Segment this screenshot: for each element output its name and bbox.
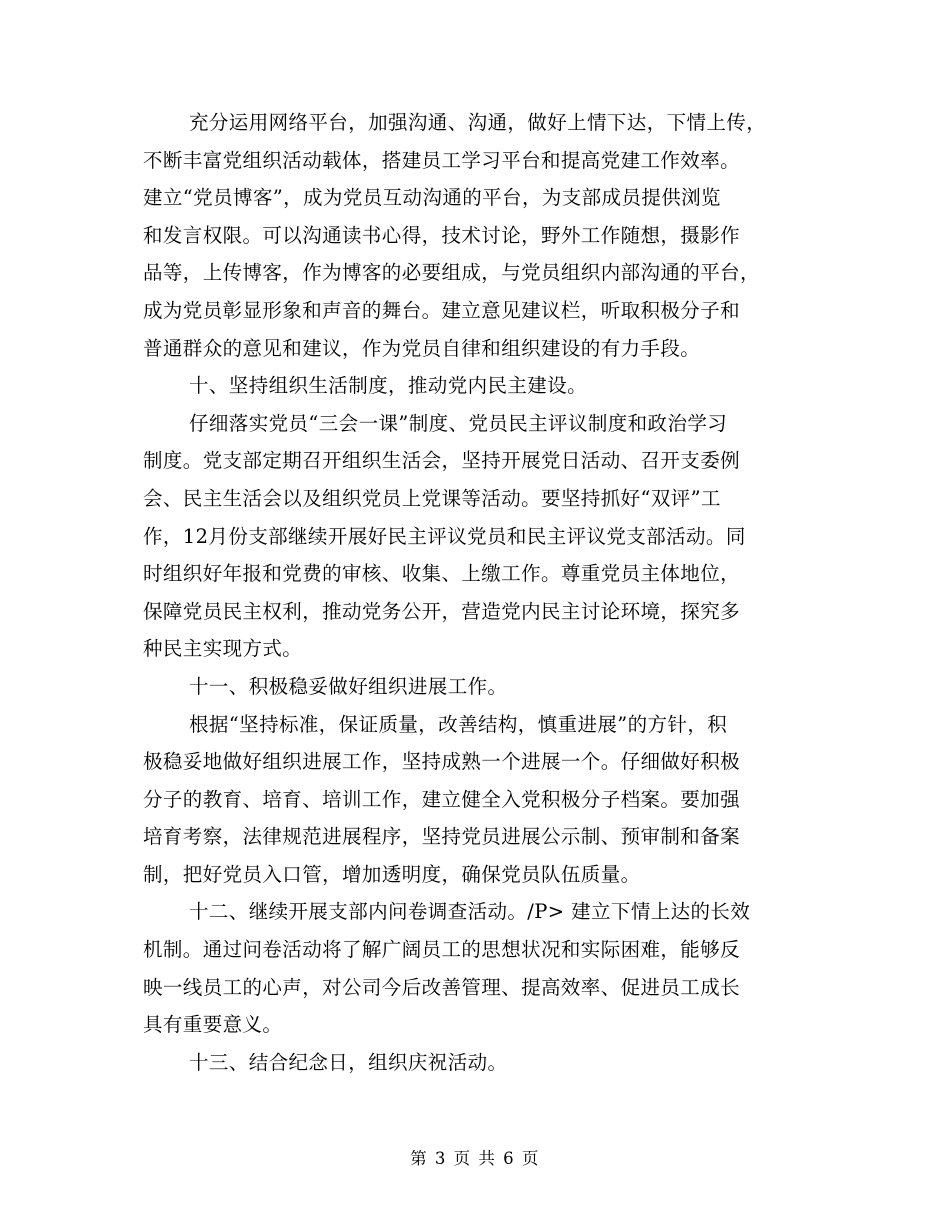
text-line: 保障党员民主权利，推动党务公开，营造党内民主讨论环境，探究多 bbox=[143, 599, 741, 623]
text-line: 培育考察，法律规范进展程序，坚持党员进展公示制、预审制和备案 bbox=[143, 825, 741, 849]
text-line: 和发言权限。可以沟通读书心得，技术讨论，野外工作随想，摄影作 bbox=[143, 223, 741, 247]
text-line: 建立“党员博客”，成为党员互动沟通的平台，为支部成员提供浏览 bbox=[143, 186, 721, 210]
section-heading: 十、坚持组织生活制度，推动党内民主建设。 bbox=[189, 374, 588, 398]
text-line: 成为党员彰显形象和声音的舞台。建立意见建议栏，听取积极分子和 bbox=[143, 298, 741, 322]
page-number-footer: 第 3 页 共 6 页 bbox=[410, 1149, 540, 1168]
text-line: 仔细落实党员“三会一课”制度、党员民主评议制度和政治学习 bbox=[189, 411, 728, 435]
text-line: 作，12月份支部继续开展好民主评议党员和民主评议党支部活动。同 bbox=[143, 524, 746, 548]
text-line: 普通群众的意见和建议，作为党员自律和组织建设的有力手段。 bbox=[143, 336, 701, 360]
text-line: 映一线员工的心声，对公司今后改善管理、提高效率、促进员工成长 bbox=[143, 975, 741, 999]
document-body bbox=[143, 104, 811, 1081]
text-line: 充分运用网络平台，加强沟通、沟通，做好上情下达，下情上传， bbox=[189, 111, 767, 134]
text-line: 分子的教育、培育、培训工作，建立健全入党积极分子档案。要加强 bbox=[143, 787, 741, 811]
text-line: 具有重要意义。 bbox=[143, 1013, 283, 1037]
text-line: 根据“坚持标准，保证质量，改善结构，慎重进展”的方针，积 bbox=[189, 712, 728, 736]
text-line: 机制。通过问卷活动将了解广阔员工的思想状况和实际困难，能够反 bbox=[143, 938, 741, 962]
text-line: 极稳妥地做好组织进展工作，坚持成熟一个进展一个。仔细做好积极 bbox=[143, 750, 741, 774]
text-line: 种民主实现方式。 bbox=[143, 637, 303, 661]
section-heading: 十三、结合纪念日，组织庆祝活动。 bbox=[189, 1050, 508, 1074]
section-heading: 十一、积极稳妥做好组织进展工作。 bbox=[189, 674, 508, 698]
text-line: 不断丰富党组织活动载体，搭建员工学习平台和提高党建工作效率。 bbox=[143, 148, 741, 172]
section-heading: 十二、继续开展支部内问卷调查活动。/P> 建立下情上达的长效 bbox=[189, 900, 751, 924]
text-line: 时组织好年报和党费的审核、收集、上缴工作。尊重党员主体地位， bbox=[143, 562, 741, 586]
text-line: 品等，上传博客，作为博客的必要组成，与党员组织内部沟通的平台， bbox=[143, 261, 760, 285]
text-line: 会、民主生活会以及组织党员上党课等活动。要坚持抓好“双评”工 bbox=[143, 486, 721, 510]
text-line: 制度。党支部定期召开组织生活会，坚持开展党日活动、召开支委例 bbox=[143, 449, 741, 473]
text-line: 制，把好党员入口管，增加透明度，确保党员队伍质量。 bbox=[143, 862, 641, 886]
